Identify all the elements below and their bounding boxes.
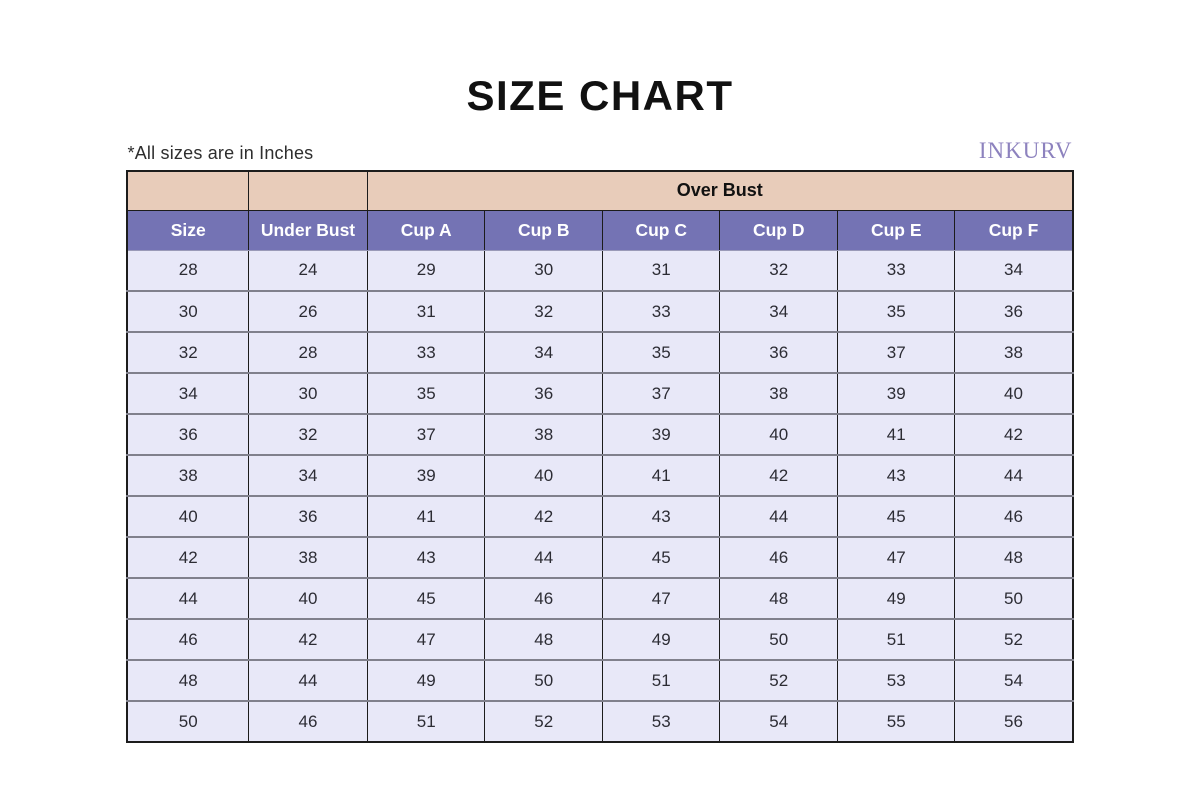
size-cell: 38 bbox=[127, 455, 248, 496]
column-header-cup-a: Cup A bbox=[367, 210, 485, 250]
cup-b-cell: 52 bbox=[485, 701, 603, 742]
size-chart-body bbox=[127, 250, 1072, 742]
cup-d-cell: 54 bbox=[720, 701, 838, 742]
column-header-cup-c: Cup C bbox=[602, 210, 720, 250]
cup-e-cell: 39 bbox=[837, 373, 955, 414]
cup-b-cell: 50 bbox=[485, 660, 603, 701]
under-bust-cell: 38 bbox=[248, 537, 367, 578]
size-cell: 32 bbox=[127, 332, 248, 373]
column-header-cup-d: Cup D bbox=[720, 210, 838, 250]
table-row bbox=[127, 250, 1072, 291]
cup-d-cell: 46 bbox=[720, 537, 838, 578]
column-header-cup-f: Cup F bbox=[955, 210, 1073, 250]
brand-logo: INKURV bbox=[978, 138, 1073, 163]
cup-e-cell: 47 bbox=[837, 537, 955, 578]
cup-a-cell: 45 bbox=[367, 578, 485, 619]
cup-f-cell: 50 bbox=[955, 578, 1073, 619]
cup-a-cell: 37 bbox=[367, 414, 485, 455]
cup-a-cell: 47 bbox=[367, 619, 485, 660]
cup-d-cell: 34 bbox=[720, 291, 838, 332]
under-bust-cell: 30 bbox=[248, 373, 367, 414]
table-row bbox=[127, 619, 1072, 660]
under-bust-cell: 28 bbox=[248, 332, 367, 373]
under-bust-cell: 34 bbox=[248, 455, 367, 496]
cup-f-cell: 56 bbox=[955, 701, 1073, 742]
column-header-row bbox=[127, 210, 1072, 250]
size-cell: 40 bbox=[127, 496, 248, 537]
cup-c-cell: 53 bbox=[602, 701, 720, 742]
cup-e-cell: 53 bbox=[837, 660, 955, 701]
cup-a-cell: 31 bbox=[367, 291, 485, 332]
cup-b-cell: 42 bbox=[485, 496, 603, 537]
cup-a-cell: 41 bbox=[367, 496, 485, 537]
under-bust-cell: 26 bbox=[248, 291, 367, 332]
table-row bbox=[127, 701, 1072, 742]
cup-f-cell: 40 bbox=[955, 373, 1073, 414]
table-row bbox=[127, 537, 1072, 578]
cup-d-cell: 52 bbox=[720, 660, 838, 701]
size-cell: 46 bbox=[127, 619, 248, 660]
cup-e-cell: 49 bbox=[837, 578, 955, 619]
cup-c-cell: 35 bbox=[602, 332, 720, 373]
cup-b-cell: 46 bbox=[485, 578, 603, 619]
under-bust-cell: 44 bbox=[248, 660, 367, 701]
cup-f-cell: 54 bbox=[955, 660, 1073, 701]
cup-e-cell: 51 bbox=[837, 619, 955, 660]
size-cell: 30 bbox=[127, 291, 248, 332]
cup-c-cell: 37 bbox=[602, 373, 720, 414]
table-row bbox=[127, 332, 1072, 373]
table-row bbox=[127, 578, 1072, 619]
cup-c-cell: 41 bbox=[602, 455, 720, 496]
cup-c-cell: 31 bbox=[602, 250, 720, 291]
cup-b-cell: 30 bbox=[485, 250, 603, 291]
cup-e-cell: 41 bbox=[837, 414, 955, 455]
under-bust-cell: 42 bbox=[248, 619, 367, 660]
cup-a-cell: 43 bbox=[367, 537, 485, 578]
cup-b-cell: 34 bbox=[485, 332, 603, 373]
cup-a-cell: 51 bbox=[367, 701, 485, 742]
cup-c-cell: 47 bbox=[602, 578, 720, 619]
size-cell: 48 bbox=[127, 660, 248, 701]
cup-a-cell: 35 bbox=[367, 373, 485, 414]
cup-e-cell: 45 bbox=[837, 496, 955, 537]
cup-c-cell: 49 bbox=[602, 619, 720, 660]
cup-f-cell: 46 bbox=[955, 496, 1073, 537]
cup-f-cell: 34 bbox=[955, 250, 1073, 291]
size-chart-table bbox=[126, 170, 1073, 743]
cup-b-cell: 44 bbox=[485, 537, 603, 578]
group-header-row bbox=[127, 171, 1072, 210]
empty-group-cell-underbust bbox=[248, 171, 367, 210]
cup-e-cell: 55 bbox=[837, 701, 955, 742]
cup-d-cell: 44 bbox=[720, 496, 838, 537]
cup-a-cell: 33 bbox=[367, 332, 485, 373]
size-cell: 28 bbox=[127, 250, 248, 291]
size-cell: 42 bbox=[127, 537, 248, 578]
table-row bbox=[127, 373, 1072, 414]
cup-a-cell: 39 bbox=[367, 455, 485, 496]
cup-b-cell: 32 bbox=[485, 291, 603, 332]
cup-f-cell: 36 bbox=[955, 291, 1073, 332]
under-bust-cell: 46 bbox=[248, 701, 367, 742]
under-bust-cell: 24 bbox=[248, 250, 367, 291]
under-bust-cell: 36 bbox=[248, 496, 367, 537]
column-header-cup-e: Cup E bbox=[837, 210, 955, 250]
over-bust-group-header: Over Bust bbox=[367, 171, 1072, 210]
cup-b-cell: 38 bbox=[485, 414, 603, 455]
cup-d-cell: 32 bbox=[720, 250, 838, 291]
cup-c-cell: 39 bbox=[602, 414, 720, 455]
cup-b-cell: 48 bbox=[485, 619, 603, 660]
cup-f-cell: 44 bbox=[955, 455, 1073, 496]
table-row bbox=[127, 660, 1072, 701]
cup-a-cell: 49 bbox=[367, 660, 485, 701]
size-cell: 50 bbox=[127, 701, 248, 742]
under-bust-cell: 32 bbox=[248, 414, 367, 455]
page-title: SIZE CHART bbox=[466, 72, 734, 119]
cup-d-cell: 36 bbox=[720, 332, 838, 373]
under-bust-cell: 40 bbox=[248, 578, 367, 619]
cup-c-cell: 43 bbox=[602, 496, 720, 537]
cup-d-cell: 40 bbox=[720, 414, 838, 455]
cup-d-cell: 50 bbox=[720, 619, 838, 660]
cup-e-cell: 35 bbox=[837, 291, 955, 332]
size-cell: 44 bbox=[127, 578, 248, 619]
cup-c-cell: 51 bbox=[602, 660, 720, 701]
column-header-cup-b: Cup B bbox=[485, 210, 603, 250]
table-row bbox=[127, 414, 1072, 455]
cup-f-cell: 48 bbox=[955, 537, 1073, 578]
cup-e-cell: 37 bbox=[837, 332, 955, 373]
cup-f-cell: 42 bbox=[955, 414, 1073, 455]
cup-f-cell: 52 bbox=[955, 619, 1073, 660]
column-header-under-bust: Under Bust bbox=[248, 210, 367, 250]
cup-e-cell: 43 bbox=[837, 455, 955, 496]
sizes-note: *All sizes are in Inches bbox=[127, 143, 314, 163]
cup-f-cell: 38 bbox=[955, 332, 1073, 373]
empty-group-cell-size bbox=[127, 171, 248, 210]
cup-d-cell: 48 bbox=[720, 578, 838, 619]
column-header-size: Size bbox=[127, 210, 248, 250]
cup-b-cell: 36 bbox=[485, 373, 603, 414]
cup-b-cell: 40 bbox=[485, 455, 603, 496]
cup-c-cell: 45 bbox=[602, 537, 720, 578]
table-row bbox=[127, 496, 1072, 537]
table-row bbox=[127, 291, 1072, 332]
cup-d-cell: 42 bbox=[720, 455, 838, 496]
cup-a-cell: 29 bbox=[367, 250, 485, 291]
size-cell: 36 bbox=[127, 414, 248, 455]
meta-row bbox=[128, 138, 1073, 164]
cup-c-cell: 33 bbox=[602, 291, 720, 332]
cup-d-cell: 38 bbox=[720, 373, 838, 414]
cup-e-cell: 33 bbox=[837, 250, 955, 291]
table-row bbox=[127, 455, 1072, 496]
size-cell: 34 bbox=[127, 373, 248, 414]
